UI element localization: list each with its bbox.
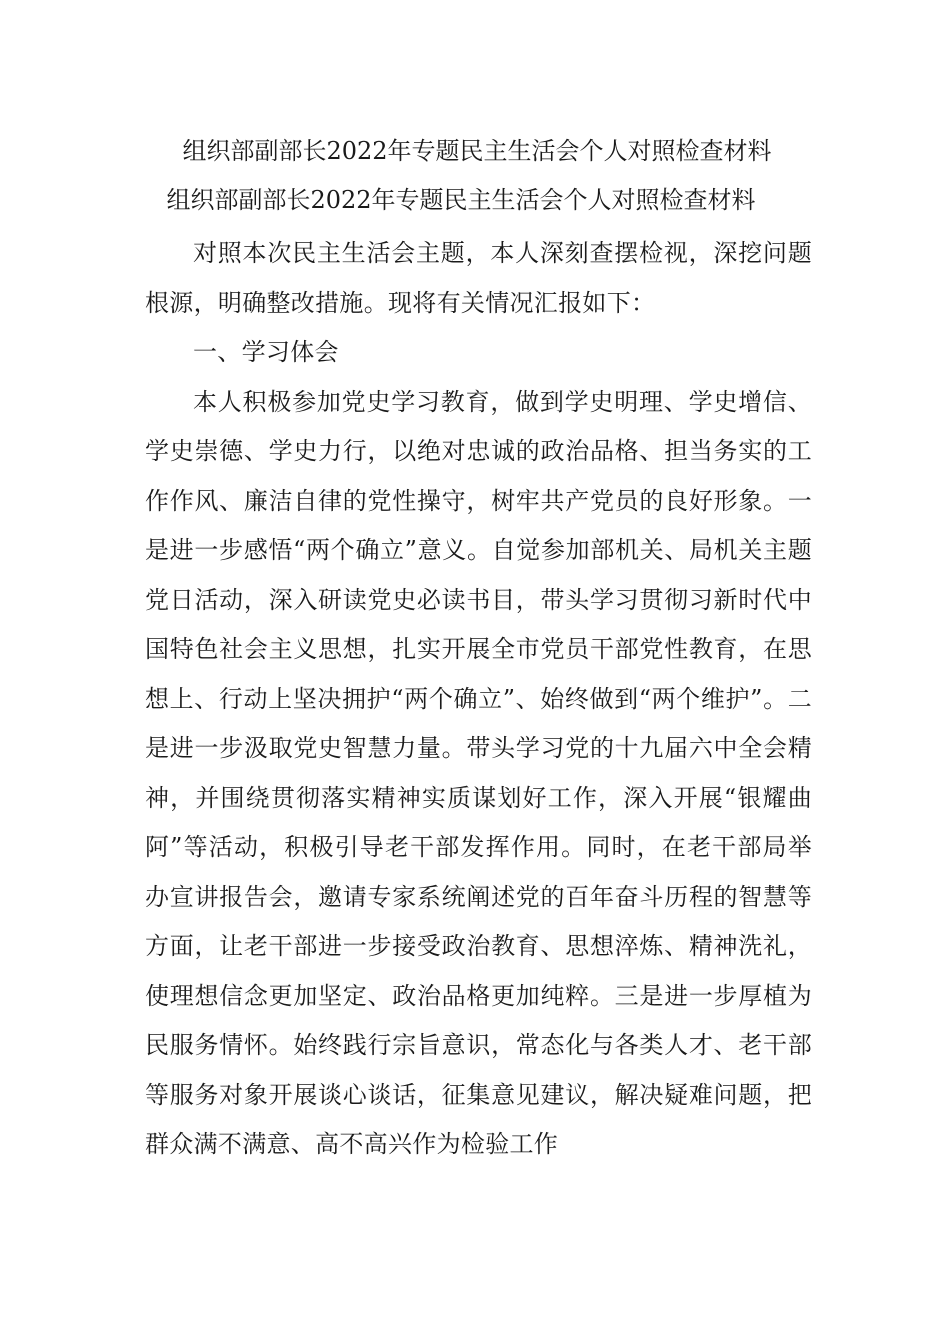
body-paragraph: 本人积极参加党史学习教育，做到学史明理、学史增信、学史崇德、学史力行，以绝对忠诚的政治品格、担当务实的工作作风、廉洁自律的党性操守，树牢共产党员的良好形象。一是进一步感悟“两个确立”意义。自觉参加部机关、局机关主题党日活动，深入研读党史必读书目，带头学习贯彻习新时代中国特色社会主义思想，扎实开展全市党员干部党性教育，在思想上、行动上坚决拥护“两个确立”、始终做到“两个维护”。二是进一步汲取党史智慧力量。带头学习党的十九届六中全会精神，并围绕贯彻落实精神实质谋划好工作，深入开展“银耀曲阿”等活动，积极引导老干部发挥作用。同时，在老干部局举办宣讲报告会，邀请专家系统阐述党的百年奋斗历程的智慧等方面，让老干部进一步接受政治教育、思想淬炼、精神洗礼，使理想信念更加坚定、政治品格更加纯粹。三是进一步厚植为民服务情怀。始终践行宗旨意识，常态化与各类人才、老干部等服务对象开展谈心谈话，征集意见建议，解决疑难问题，把群众满不满意、高不高兴作为检验工作 (145, 387, 812, 1158)
intro-paragraph: 对照本次民主生活会主题，本人深刻查摆检视，深挖问题根源，明确整改措施。现将有关情况汇报如下： (145, 239, 812, 317)
document-title-repeat: 组织部副部长2022年专题民主生活会个人对照检查材料 (166, 186, 756, 214)
document-body (145, 229, 812, 1170)
section-heading: 一、学习体会 (193, 338, 339, 366)
document-title: 组织部副部长2022年专题民主生活会个人对照检查材料 (182, 137, 772, 165)
